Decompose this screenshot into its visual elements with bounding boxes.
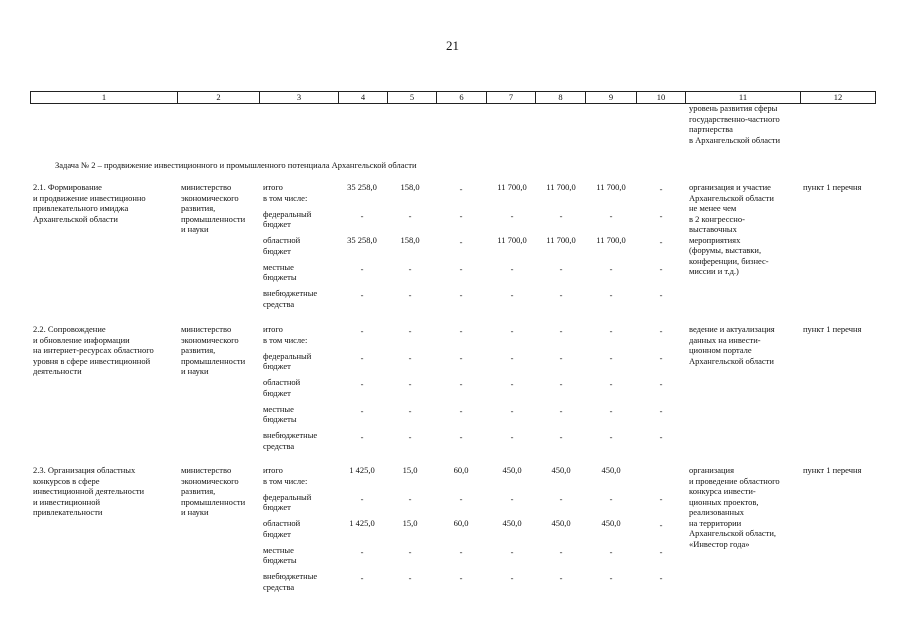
funding-value-cell: -	[659, 493, 663, 504]
header-cell-12: 12	[801, 92, 876, 103]
carry-over-line: партнерства	[689, 124, 733, 134]
funding-value-cell: -	[408, 546, 412, 557]
funding-source-label: бюджеты	[263, 272, 297, 282]
executor-line: экономического	[181, 475, 239, 486]
funding-value-cell: -	[360, 432, 364, 442]
header-cell-2: 2	[178, 92, 260, 103]
funding-value-cell: -	[360, 290, 364, 300]
event-name-line: конкурсов в сфере	[33, 475, 100, 486]
executor-line: и науки	[181, 224, 209, 234]
funding-value-cell: 60,0	[453, 518, 469, 528]
funding-value-cell: -	[459, 546, 463, 557]
funding-value-cell: -	[510, 352, 514, 363]
header-cell-1: 1	[31, 92, 178, 103]
funding-source-label: внебюджетные	[263, 430, 318, 440]
funding-value-cell: -	[559, 432, 563, 442]
funding-value-cell: -	[559, 263, 563, 274]
executor-line: и науки	[181, 507, 209, 517]
result-line: организация	[689, 465, 734, 475]
funding-value-cell: -	[659, 263, 663, 274]
funding-source-label: бюджет	[263, 245, 291, 256]
funding-value-cell: -	[510, 290, 514, 300]
executor-line: развития,	[181, 203, 216, 213]
funding-value-cell: -	[510, 405, 514, 416]
header-cell-5: 5	[388, 92, 437, 103]
result-line: на территории	[689, 517, 742, 528]
event-name-line: 2.1. Формирование	[33, 182, 102, 192]
funding-value-cell: -	[609, 263, 613, 274]
funding-value-cell: -	[659, 237, 663, 247]
header-cell-4: 4	[339, 92, 388, 103]
header-cell-10: 10	[637, 92, 686, 103]
funding-value-cell: -	[559, 290, 563, 300]
header-cell-3: 3	[260, 92, 339, 103]
funding-value-cell: -	[609, 432, 613, 442]
funding-value-cell: 450,0	[551, 465, 571, 475]
funding-value-cell: 11 700,0	[497, 182, 527, 192]
funding-value-cell: -	[408, 432, 412, 442]
funding-value-cell: -	[559, 379, 563, 389]
result-line: в 2 конгрессно-	[689, 213, 745, 224]
event-name-line: инвестиционной деятельности	[33, 486, 145, 496]
funding-value-cell: -	[360, 493, 364, 504]
funding-value-cell: -	[408, 210, 412, 221]
funding-value-cell: -	[360, 573, 364, 583]
result-line: конкурса инвести-	[689, 486, 756, 496]
funding-source-label: в том числе:	[263, 192, 308, 203]
executor-line: экономического	[181, 192, 239, 203]
funding-value-cell: 450,0	[551, 518, 571, 528]
result-line: ционном портале	[689, 345, 752, 355]
funding-value-cell: -	[408, 326, 412, 336]
funding-value-cell: -	[459, 405, 463, 416]
funding-value-cell: -	[408, 352, 412, 363]
funding-source-label: местные	[263, 261, 294, 272]
funding-value-cell: -	[510, 326, 514, 336]
result-line: ведение и актуализация	[689, 324, 775, 334]
funding-value-cell: -	[459, 326, 463, 336]
program-link: пункт 1 перечня	[803, 182, 862, 192]
funding-source-label: итого	[263, 465, 283, 475]
result-line: ционных проектов,	[689, 496, 759, 507]
funding-value-cell: -	[659, 432, 663, 442]
funding-source-label: средства	[263, 298, 295, 309]
funding-value-cell: 158,0	[400, 182, 420, 192]
funding-source-label: итого	[263, 324, 283, 334]
funding-value-cell: -	[559, 493, 563, 504]
executor-line: министерство	[181, 465, 232, 475]
funding-value-cell: -	[408, 290, 412, 300]
funding-value-cell: -	[659, 210, 663, 221]
funding-value-cell: -	[408, 379, 412, 389]
executor-line: развития,	[181, 486, 216, 496]
funding-value-cell: -	[659, 184, 663, 194]
funding-value-cell: -	[559, 326, 563, 336]
executor-line: развития,	[181, 345, 216, 355]
carry-over-line: государственно-частного	[689, 113, 780, 124]
funding-value-cell: -	[408, 405, 412, 416]
funding-value-cell: 1 425,0	[349, 465, 375, 475]
funding-value-cell: -	[510, 210, 514, 221]
funding-value-cell: -	[459, 184, 463, 194]
program-link: пункт 1 перечня	[803, 465, 862, 475]
funding-value-cell: 450,0	[601, 518, 621, 528]
funding-value-cell: -	[659, 290, 663, 300]
event-name-line: и обновление информации	[33, 334, 130, 345]
result-line: «Инвестор года»	[689, 538, 750, 549]
result-line: Архангельской области	[689, 192, 774, 203]
funding-value-cell: 11 700,0	[497, 235, 527, 245]
header-cell-11: 11	[686, 92, 801, 103]
funding-value-cell: -	[360, 405, 364, 416]
header-cell-8: 8	[536, 92, 586, 103]
funding-value-cell: -	[360, 326, 364, 336]
executor-line: промышленности	[181, 496, 246, 507]
task-title: Задача № 2 – продвижение инвестиционного и промышленного потенциала Архангельской области	[55, 160, 417, 170]
funding-value-cell: 15,0	[402, 465, 418, 475]
funding-value-cell: -	[559, 210, 563, 221]
funding-source-label: областной	[263, 235, 301, 245]
funding-value-cell: -	[360, 546, 364, 557]
header-cell-9: 9	[586, 92, 637, 103]
event-name-line: и продвижение инвестиционно	[33, 192, 146, 203]
funding-value-cell: -	[510, 573, 514, 583]
funding-value-cell: -	[609, 493, 613, 504]
funding-value-cell: -	[459, 352, 463, 363]
funding-value-cell: -	[459, 290, 463, 300]
funding-value-cell: -	[459, 432, 463, 442]
funding-value-cell: 60,0	[453, 465, 469, 475]
executor-line: и науки	[181, 366, 209, 376]
result-line: мероприятиях	[689, 234, 741, 245]
funding-value-cell: 15,0	[402, 518, 418, 528]
funding-value-cell: 158,0	[400, 235, 420, 245]
funding-source-label: федеральный	[263, 350, 312, 361]
funding-value-cell: 11 700,0	[546, 182, 576, 192]
funding-value-cell: -	[609, 290, 613, 300]
event-name-line: 2.3. Организация областных	[33, 465, 136, 475]
funding-value-cell: -	[659, 520, 663, 530]
result-line: (форумы, выставки,	[689, 245, 762, 255]
funding-value-cell: -	[360, 379, 364, 389]
funding-source-label: внебюджетные	[263, 288, 318, 298]
funding-value-cell: -	[659, 326, 663, 336]
funding-value-cell: -	[659, 405, 663, 416]
carry-over-line: уровень развития сферы	[689, 103, 778, 113]
funding-source-label: областной	[263, 377, 301, 387]
funding-value-cell: 11 700,0	[596, 235, 626, 245]
funding-source-label: внебюджетные	[263, 571, 318, 581]
funding-source-label: местные	[263, 544, 294, 555]
executor-line: промышленности	[181, 213, 246, 224]
funding-value-cell: 11 700,0	[546, 235, 576, 245]
funding-value-cell: -	[559, 546, 563, 557]
funding-value-cell: -	[408, 573, 412, 583]
funding-source-label: бюджет	[263, 528, 291, 539]
funding-value-cell: -	[459, 573, 463, 583]
result-line: Архангельской области	[689, 355, 774, 366]
funding-source-label: бюджет	[263, 361, 291, 371]
funding-source-label: бюджет	[263, 387, 291, 398]
funding-value-cell: -	[609, 210, 613, 221]
funding-value-cell: -	[559, 405, 563, 416]
funding-value-cell: -	[360, 210, 364, 221]
funding-source-label: местные	[263, 403, 294, 414]
funding-value-cell: -	[510, 432, 514, 442]
program-link: пункт 1 перечня	[803, 324, 862, 334]
funding-value-cell: -	[559, 573, 563, 583]
funding-value-cell: -	[659, 573, 663, 583]
funding-value-cell: -	[459, 379, 463, 389]
funding-value-cell: 35 258,0	[347, 235, 377, 245]
executor-line: экономического	[181, 334, 239, 345]
funding-value-cell: 35 258,0	[347, 182, 377, 192]
funding-value-cell: -	[609, 546, 613, 557]
event-name-line: 2.2. Сопровождение	[33, 324, 106, 334]
executor-line: министерство	[181, 324, 232, 334]
funding-value-cell: -	[609, 573, 613, 583]
executor-line: промышленности	[181, 355, 246, 366]
funding-value-cell: -	[559, 352, 563, 363]
funding-value-cell: -	[609, 352, 613, 363]
result-line: миссии и т.д.)	[689, 266, 739, 276]
funding-value-cell: -	[510, 379, 514, 389]
funding-source-label: в том числе:	[263, 475, 308, 486]
funding-value-cell: -	[510, 263, 514, 274]
funding-value-cell: 11 700,0	[596, 182, 626, 192]
funding-value-cell: -	[459, 237, 463, 247]
funding-source-label: областной	[263, 518, 301, 528]
funding-value-cell: -	[609, 326, 613, 336]
funding-value-cell: -	[659, 379, 663, 389]
carry-over-line: в Архангельской области	[689, 134, 781, 145]
funding-source-label: средства	[263, 581, 295, 592]
event-name-line: на интернет-ресурсах областного	[33, 345, 154, 355]
result-line: выставочных	[689, 224, 737, 234]
funding-source-label: бюджет	[263, 502, 291, 512]
event-name-line: привлекательности	[33, 507, 103, 517]
funding-value-cell: -	[659, 546, 663, 557]
funding-value-cell: 450,0	[502, 518, 522, 528]
funding-source-label: федеральный	[263, 208, 312, 219]
event-name-line: Архангельской области	[33, 213, 118, 224]
event-name-line: уровня в сфере инвестиционной	[33, 355, 151, 366]
funding-value-cell: -	[609, 405, 613, 416]
funding-source-label: средства	[263, 440, 295, 451]
header-cell-6: 6	[437, 92, 487, 103]
result-line: данных на инвести-	[689, 334, 761, 345]
funding-value-cell: -	[408, 263, 412, 274]
funding-value-cell: -	[360, 352, 364, 363]
result-line: организация и участие	[689, 182, 771, 192]
funding-value-cell: 1 425,0	[349, 518, 375, 528]
funding-value-cell: -	[459, 263, 463, 274]
funding-value-cell: -	[609, 379, 613, 389]
funding-value-cell: -	[459, 493, 463, 504]
funding-value-cell: 450,0	[601, 465, 621, 475]
event-name-line: привлекательного имиджа	[33, 203, 129, 213]
result-line: реализованных	[689, 507, 745, 517]
funding-value-cell: 450,0	[502, 465, 522, 475]
event-name-line: и инвестиционной	[33, 496, 100, 507]
funding-source-label: бюджеты	[263, 414, 297, 424]
funding-source-label: в том числе:	[263, 334, 308, 345]
funding-value-cell: -	[659, 352, 663, 363]
funding-value-cell: -	[459, 210, 463, 221]
funding-source-label: бюджеты	[263, 555, 297, 565]
funding-value-cell: -	[408, 493, 412, 504]
result-line: и проведение областного	[689, 475, 780, 486]
executor-line: министерство	[181, 182, 232, 192]
page-number: 21	[446, 38, 459, 53]
result-line: конференции, бизнес-	[689, 255, 769, 266]
funding-value-cell: -	[510, 546, 514, 557]
funding-value-cell: -	[360, 263, 364, 274]
funding-value-cell: -	[510, 493, 514, 504]
header-cell-7: 7	[487, 92, 536, 103]
event-name-line: деятельности	[33, 366, 82, 376]
funding-source-label: итого	[263, 182, 283, 192]
result-line: Архангельской области,	[689, 528, 777, 538]
funding-source-label: федеральный	[263, 491, 312, 502]
result-line: не менее чем	[689, 203, 737, 213]
funding-source-label: бюджет	[263, 219, 291, 229]
